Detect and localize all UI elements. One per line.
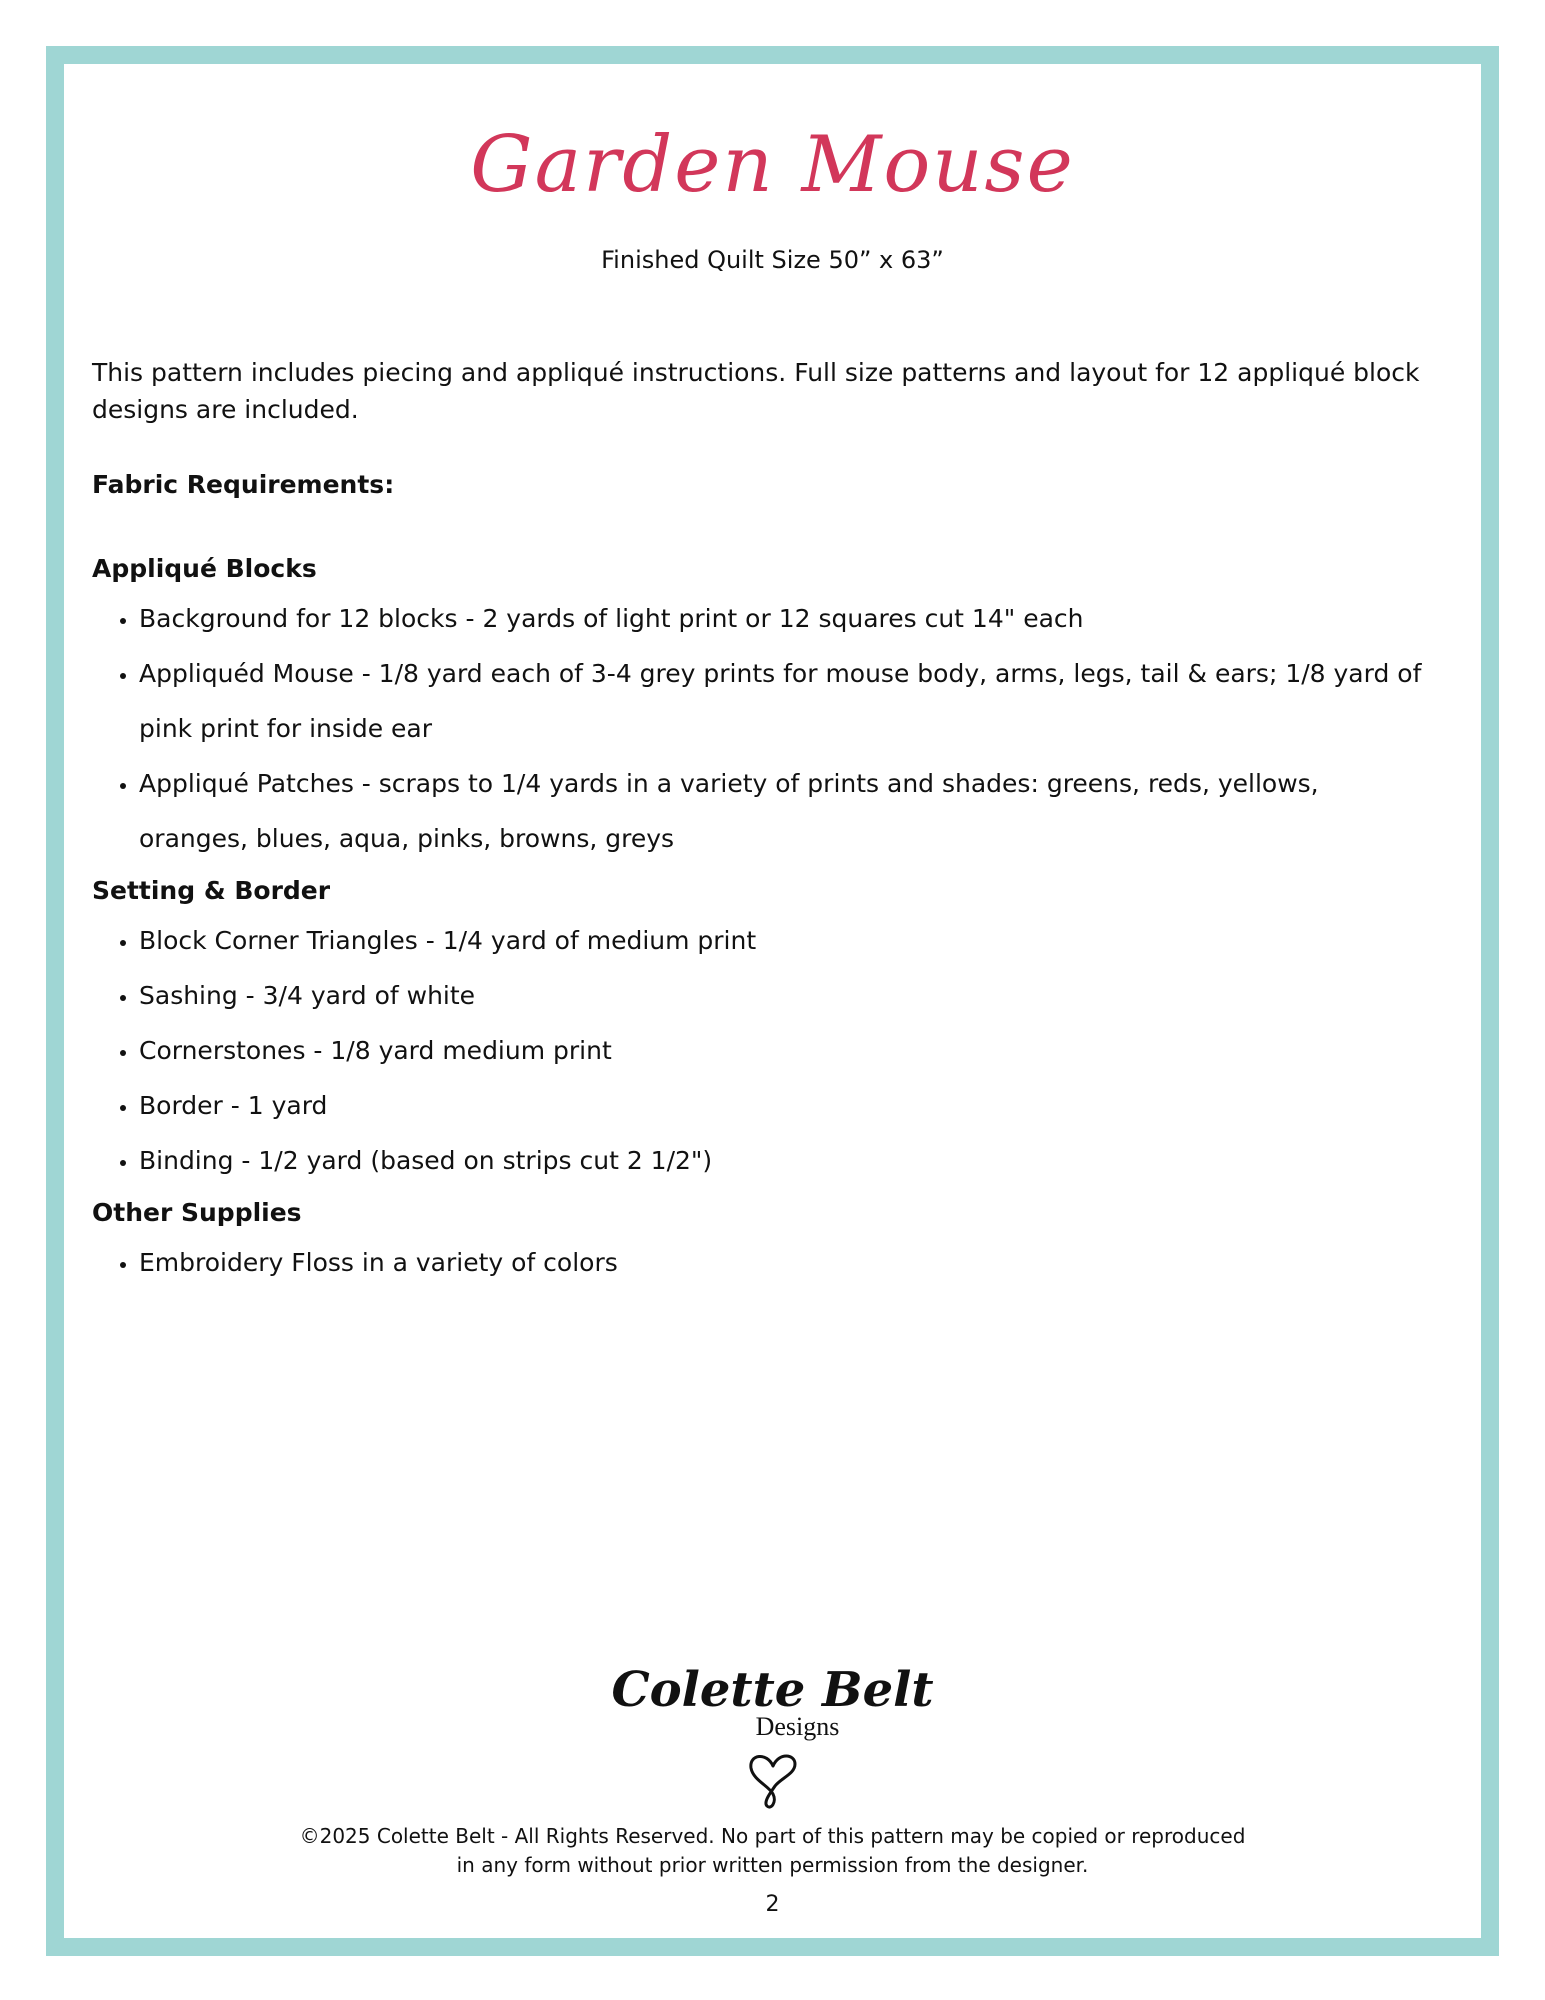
bullet-list [92, 591, 1432, 866]
fabric-requirements-heading: Fabric Requirements: [92, 470, 395, 499]
section-heading: Other Supplies [92, 1198, 302, 1227]
section-setting-border [92, 872, 1432, 1188]
list-item: • Background for 12 blocks - 2 yards of light print or 12 squares cut 14" each [139, 591, 1432, 646]
section-applique-blocks [92, 550, 1432, 866]
list-item: • Block Corner Triangles - 1/4 yard of medium print [139, 913, 1432, 968]
list-item: • Cornerstones - 1/8 yard medium print [139, 1023, 1432, 1078]
page-subtitle: Finished Quilt Size 50” x 63” [601, 246, 944, 274]
logo-name: Colette Belt [611, 1662, 934, 1718]
logo-subtitle: Designs [755, 1712, 840, 1741]
list-item: • Embroidery Floss in a variety of colors [139, 1235, 1432, 1290]
main-content [92, 354, 1432, 1296]
designer-logo [0, 1664, 1545, 1814]
section-heading: Setting & Border [92, 876, 331, 905]
section-heading: Appliqué Blocks [92, 554, 317, 583]
intro-paragraph: This pattern includes piecing and appliqué instructions. Full size patterns and layout for 12 appliqué block designs are included. [92, 358, 1420, 424]
section-other-supplies [92, 1194, 1432, 1290]
list-item: • Sashing - 3/4 yard of white [139, 968, 1432, 1023]
copyright-notice [0, 1822, 1545, 1880]
heart-icon [743, 1744, 803, 1814]
bullet-list [92, 913, 1432, 1188]
page-number: 2 [765, 1892, 780, 1917]
copyright-line: in any form without prior written permission from the designer. [456, 1853, 1089, 1877]
bullet-list [92, 1235, 1432, 1290]
list-item: • Appliquéd Mouse - 1/8 yard each of 3-4 grey prints for mouse body, arms, legs, tail & ears; 1/8 yard of pink print for inside ear [139, 646, 1432, 756]
list-item: • Binding - 1/2 yard (based on strips cut 2 1/2") [139, 1133, 1432, 1188]
copyright-line: ©2025 Colette Belt - All Rights Reserved. No part of this pattern may be copied or reproduced [299, 1824, 1246, 1848]
list-item: • Appliqué Patches - scraps to 1/4 yards in a variety of prints and shades: greens, reds, yellows, oranges, blues, aqua, pinks, browns, greys [139, 756, 1432, 866]
list-item: • Border - 1 yard [139, 1078, 1432, 1133]
page-title: Garden Mouse [470, 120, 1075, 210]
